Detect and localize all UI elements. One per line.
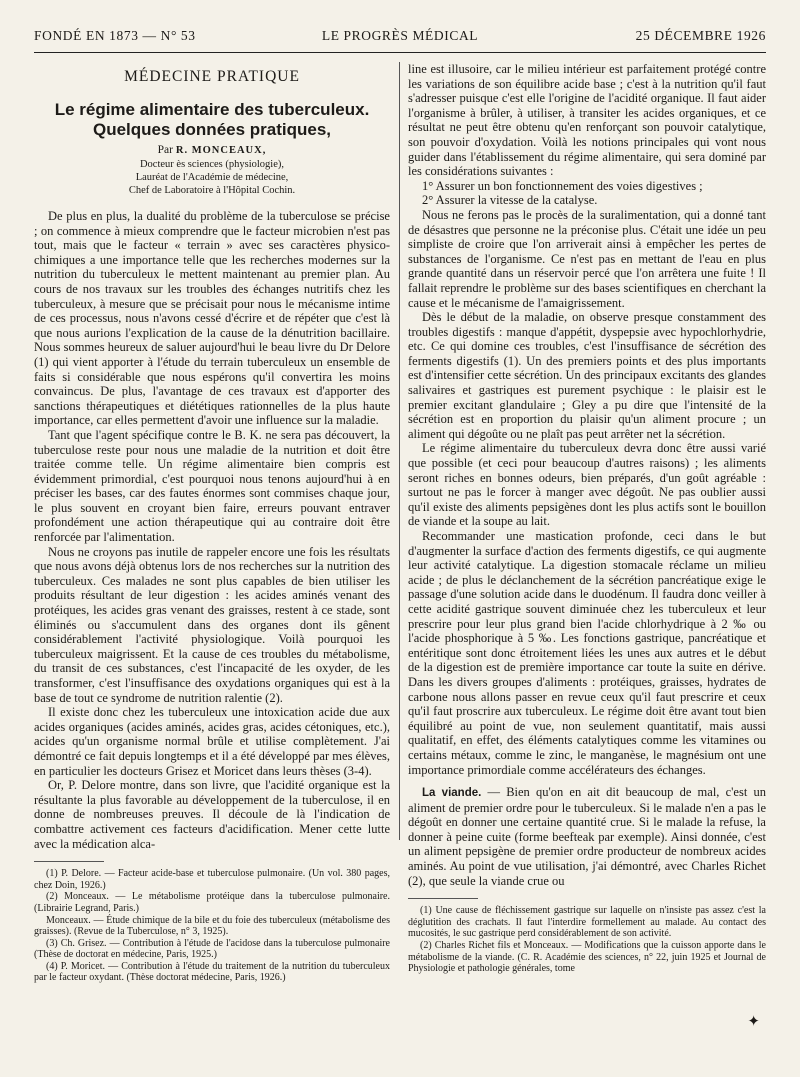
footnote: Monceaux. — Étude chimique de la bile et du foie des tuberculeux (métabolisme des graisses). (Revue de la Tuberculose, n° 3, 1925). — [34, 914, 390, 938]
right-footnotes — [408, 905, 766, 975]
footnote: (1) Une cause de fléchissement gastrique sur laquelle on n'insiste pas assez c'est la déglutition des crachats. Il faut l'interdire formellement au malade. Au contact des mucosités, le suc gastrique perd considérablement de son activité. — [408, 905, 766, 940]
section-heading: MÉDECINE PRATIQUE — [124, 68, 300, 85]
body-paragraph: Nous ne ferons pas le procès de la suralimentation, qui a donné tant de désastres que personne ne la préconise plus. C'était une idée un peu simpliste de croire que l'on arriverait ainsi à empêcher les pertes de substances de l'organisme. Ce n'est pas en mettant de l'eau en plus grande quantité dans un réservoir percé que l'on arrêtera une fuite ! Il fallait reprendre le problème sur des bases scientifiques en cherchant la cause et le mécanisme de l'amaigrissement. — [408, 207, 766, 310]
footnote: (2) Monceaux. — Le métabolisme protéique dans la tuberculose pulmonaire. (Librairie Legrand, Paris.) — [34, 891, 390, 914]
founding-issue-number: FONDÉ EN 1873 — N° 53 — [34, 28, 196, 43]
author-name: R. MONCEAUX, — [175, 145, 267, 156]
right-column — [408, 62, 766, 1037]
article-title-line-1: Le régime alimentaire des tuberculeux. — [54, 100, 370, 119]
byline — [34, 144, 390, 156]
body-paragraph: Le régime alimentaire du tuberculeux devra donc être aussi varié que possible (et ceci pour beaucoup d'autres raisons) ; les aliments seront riches en bonnes odeurs, bien préparés, d'un goût agréable : surtout ne pas le forcer à manger avec dégoût. Ne pas oublier aussi qu'il existe des aliments pepsigènes dont les plus actifs sont le bouillon de viande et la soupe au lait. — [408, 441, 766, 529]
author-credentials — [34, 158, 390, 197]
byline-prefix: Par — [157, 144, 173, 156]
journal-title: LE PROGRÈS MÉDICAL — [321, 28, 479, 43]
two-column-body — [34, 62, 766, 1037]
credential-line: Lauréat de l'Académie de médecine, — [135, 172, 289, 183]
body-paragraph: Recommander une mastication profonde, ceci dans le but d'augmenter la surface d'action des ferments digestifs, ce qui augmente leur activité catalytique. La digestion stomacale réclame un milieu acide ; de plus le déclanchement de la sécrétion pancréatique exige le passage d'une solution acide dans le duodénum. Il faudra donc veiller à cette acidité gastrique souvent diminuée chez les tuberculeux et leur prescrire pour leur plus grand bien l'acide chlorhydrique à 2 ‰ ou l'acide phosphorique à 5 ‰. Les fonctions gastrique, pancréatique et entéritique sont donc étroitement liées les unes aux autres et le début de la digestion est de première importance car toute la suite en dérive. Dans les divers groupes d'aliments : protéiques, graisses, hydrates de carbone nous allons passer en revue ceux qu'il faut prescrire et ceux qu'il faut proscrire aux tuberculeux. Le régime doit être avant tout bien équilibré au point de vue, non seulement quantitatif, mais aussi qualitatif, en effet, des éléments catalytiques comme les vitamines ou certains métaux, comme le zinc, le manganèse, le magnésium ont une importance primordiale comme accélérateurs des échanges. — [408, 529, 766, 777]
running-header — [34, 28, 766, 48]
issue-date: 25 DÉCEMBRE 1926 — [635, 28, 766, 43]
viande-text: — Bien qu'on en ait dit beaucoup de mal, c'est un aliment de premier ordre pour le tuberculeux. Si le malade n'en a pas le dégoût en donner une certaine quantité crue. Si le malade la refuse, la donner à peine cuite (forme beefteak par exemple). Ainsi donnée, c'est un aliment pepsigène de premier ordre producteur de nombreux acides aminés. Au point de vue utilisation, j'ai démontré, avec Charles Richet (2), que seule la viande crue ou — [408, 785, 766, 888]
footnote: (2) Charles Richet fils et Monceaux. — Modifications que la cuisson apporte dans le métabolisme de la viande. (C. R. Académie des sciences, n° 22, juin 1925 et Journal de Physiologie et pathologie générales, tome — [408, 940, 766, 975]
viande-paragraph — [408, 785, 766, 888]
left-footnotes — [34, 868, 390, 984]
header-rule — [34, 52, 766, 53]
footnote: (4) P. Moricet. — Contribution à l'étude du traitement de la nutrition du tuberculeux par le facteur oxydant. (Thèse doctorat médecine, Paris, 1926.) — [34, 960, 390, 984]
credential-line: Chef de Laboratoire à l'Hôpital Cochin. — [128, 185, 296, 196]
credential-line: Docteur ès sciences (physiologie), — [139, 159, 285, 170]
column-divider — [399, 62, 400, 840]
article-title-line-2: Quelques données pratiques, — [92, 120, 332, 139]
footnote: (1) P. Delore. — Facteur acide-base et tuberculose pulmonaire. (Un vol. 380 pages, chez Doin, 1926.) — [34, 868, 390, 891]
left-body-text — [34, 209, 390, 851]
footnote: (3) Ch. Grisez. — Contribution à l'étude de l'acidose dans la tuberculose pulmonaire (Thèse de doctorat en médecine, Paris, 1925.) — [34, 937, 390, 961]
left-column — [34, 62, 390, 1037]
body-paragraph: Nous ne croyons pas inutile de rappeler encore une fois les résultats que nous avons déjà obtenus lors de nos recherches sur la nutrition des tuberculeux. Ces malades ne sont plus capables de bien utiliser les produits résultant de leur digestion : les acides aminés venant des protéiques, les acides gras venant des graisses, restent à ce stade, sont éliminés ou s'accumulent dans des organes dont ils gênent considérablement l'activité physiologique. Voilà pourquoi les tuberculeux maigrissent. Et la cause de ces troubles du métabolisme, du transit de ces substances, c'est l'incapacité de les oxyder, de les transformer, c'est l'insuffisance des oxydations organiques qui est à la base de tout ce syndrome de nutrition ralentie (2). — [34, 544, 390, 705]
list-item: 1° Assurer un bon fonctionnement des voies digestives ; — [422, 178, 703, 193]
list-item: 2° Assurer la vitesse de la catalyse. — [422, 193, 598, 208]
body-paragraph: Il existe donc chez les tuberculeux une intoxication acide due aux acides organiques (acides aminés, acides gras, acides cétoniques, etc.), acides qu'un organisme normal brûle et utilise complètement. J'ai démontré ce fait depuis longtemps et il a été développé par mes élèves, en particulier les docteurs Grisez et Moricet dans leurs thèses (3-4). — [34, 705, 390, 778]
footnote-rule — [34, 861, 104, 862]
body-paragraph: Tant que l'agent spécifique contre le B. K. ne sera pas découvert, la tuberculose reste pour nous une maladie de la nutrition et doit être traitée comme telle. Un régime alimentaire bien compris est évidemment primordial, c'est pourquoi nous tenons aujourd'hui à en préciser les bases, car des fautes énormes sont commises chaque jour, le plus souvent en croyant bien faire, erreurs pouvant entraver profondément une action thérapeutique qui au contraire doit être renforcée par l'alimentation. — [34, 427, 390, 545]
body-paragraph: line est illusoire, car le milieu intérieur est parfaitement protégé contre les variations de son équilibre acide base ; c'est à la nutrition qu'il faut s'adresser puisque c'est elle l'origine de l'acidité organique. Il faut aider l'organisme à brûler, à utiliser, à transiter les acides organiques, et ce résultat ne peut être obtenu qu'en renforçant son pouvoir catalytique, son pouvoir d'oxydation. Voilà les notions principales qui vont nous guider dans l'établissement du régime alimentaire, qui sera dominé par les considérations suivantes : — [408, 62, 766, 179]
continuation-ornament: ✦ — [747, 1014, 760, 1030]
right-body-text — [408, 62, 766, 888]
body-paragraph: Or, P. Delore montre, dans son livre, que l'acidité organique est la résultante la plus favorable au développement de la tuberculose, il en donne de nombreuses preuves. Il découle de là l'indication de combattre activement ces facteurs d'acidification. Mener cette lutte avec la médication alca- — [34, 778, 390, 851]
footnote-rule — [408, 898, 478, 899]
body-paragraph: De plus en plus, la dualité du problème de la tuberculose se précise ; on commence à mieux comprendre que le facteur microbien n'est pas tout, mais que le facteur « terrain » avec ses caractères physico-chimiques a une importance telle que les recherches modernes sur la nutrition du tuberculeux le mettent maintenant au premier plan. Au cours de nos travaux sur les troubles des échanges nutritifs chez les tuberculeux, à mesure que se précisait pour nous le mécanisme intime de ces processus, nous n'avons cessé d'écrire et de répéter que c'est là que nous aurions l'explication de la cause de la dénutrition bacillaire. Nous sommes heureux de saluer aujourd'hui le beau livre du Dr Delore (1) qui vient apporter à l'étude du terrain tuberculeux un ensemble de faits si considérable que nous espérons qu'il convertira les moins convaincus. De plus, l'avantage de ces travaux est d'apporter des sanctions thérapeutiques et diététiques rationnelles de la plus haute importance, car elles permettent d'avoir une influence sur la maladie. — [34, 209, 390, 428]
subsection-lead-in: La viande. — [422, 787, 482, 800]
body-paragraph: Dès le début de la maladie, on observe presque constamment des troubles digestifs : manque d'appétit, dyspepsie avec hypochlorhydrie, etc. Ce qui domine ces troubles, c'est l'insuffisance de sécrétion des ferments digestifs (1). Un des premiers points et des plus importants est d'intensifier cette sécrétion. Un des principaux excitants des glandes salivaires et gastriques est purement psychique : le plaisir est le premier excitant glandulaire ; Gley a pu dire que l'intensité de la sécrétion est en proportion du plaisir qu'un aliment procure ; un aliment qui dégoûte ou ne plaît pas peut arrêter net la sécrétion. — [408, 310, 766, 441]
